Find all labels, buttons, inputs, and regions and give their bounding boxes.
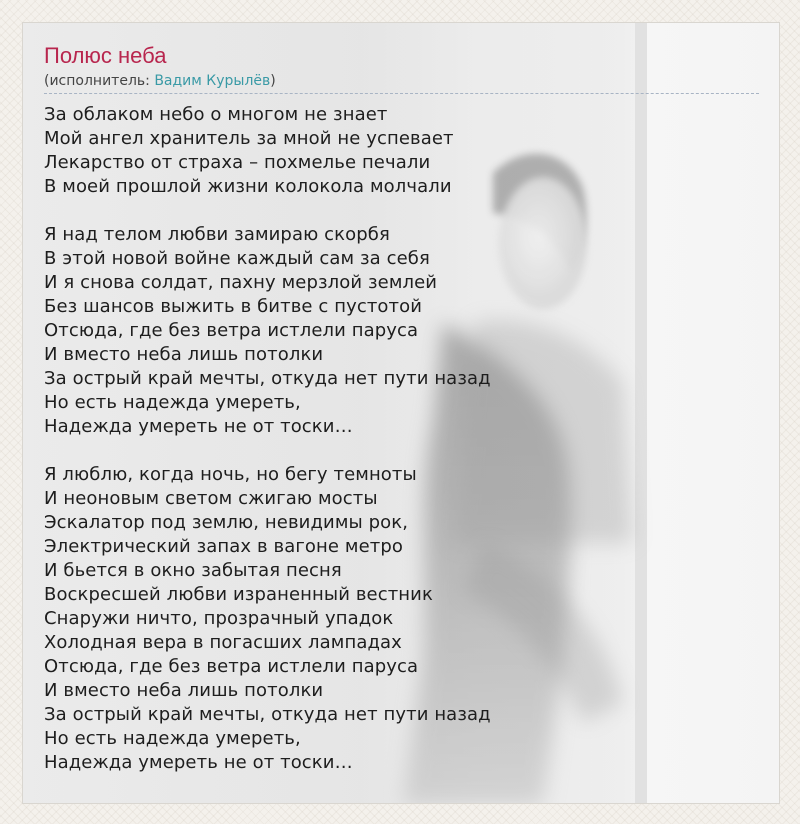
lyric-line: И неоновым светом сжигаю мосты bbox=[44, 488, 378, 509]
performer-label: (исполнитель: bbox=[44, 73, 155, 89]
lyric-line: За острый край мечты, откуда нет пути назад bbox=[44, 704, 491, 725]
stanza-2 bbox=[44, 223, 759, 439]
song-title: Полюс неба bbox=[44, 43, 167, 68]
lyric-line: Мой ангел хранитель за мной не успевает bbox=[44, 128, 454, 149]
lyric-line: Но есть надежда умереть, bbox=[44, 392, 301, 413]
lyric-line: В моей прошлой жизни колокола молчали bbox=[44, 176, 452, 197]
lyric-line: За острый край мечты, откуда нет пути назад bbox=[44, 368, 491, 389]
lyric-line: Я над телом любви замираю скорбя bbox=[44, 224, 390, 245]
lyric-line: За облаком небо о многом не знает bbox=[44, 104, 388, 125]
lyric-line: Лекарство от страха – похмелье печали bbox=[44, 152, 431, 173]
lyrics-card bbox=[22, 22, 780, 804]
stanza-3 bbox=[44, 463, 759, 775]
lyric-line: И вместо неба лишь потолки bbox=[44, 680, 324, 701]
lyric-line: Надежда умереть не от тоски… bbox=[44, 752, 353, 773]
lyric-line: Снаружи ничто, прозрачный упадок bbox=[44, 608, 394, 629]
lyric-line: Но есть надежда умереть, bbox=[44, 728, 301, 749]
lyric-line: Отсюда, где без ветра истлели паруса bbox=[44, 320, 419, 341]
lyric-line: И вместо неба лишь потолки bbox=[44, 344, 324, 365]
lyric-line: Эскалатор под землю, невидимы рок, bbox=[44, 512, 409, 533]
lyric-line: В этой новой войне каждый сам за себя bbox=[44, 248, 430, 269]
lyric-line: Холодная вера в погасших лампадах bbox=[44, 632, 402, 653]
artist-link[interactable]: Вадим Курылёв bbox=[154, 73, 271, 89]
lyrics-content bbox=[44, 43, 759, 799]
lyric-line: Я люблю, когда ночь, но бегу темноты bbox=[44, 464, 417, 485]
lyric-line: И бьется в окно забытая песня bbox=[44, 560, 342, 581]
lyric-line: Электрический запах в вагоне метро bbox=[44, 536, 403, 557]
lyric-line: И я снова солдат, пахну мерзлой землей bbox=[44, 272, 438, 293]
lyric-line: Надежда умереть не от тоски… bbox=[44, 416, 353, 437]
performer-line bbox=[44, 71, 759, 91]
lyric-line: Отсюда, где без ветра истлели паруса bbox=[44, 656, 419, 677]
stanza-1 bbox=[44, 103, 759, 199]
lyrics-text bbox=[44, 103, 759, 775]
performer-close: ) bbox=[270, 73, 276, 89]
lyric-line: Без шансов выжить в битве с пустотой bbox=[44, 296, 423, 317]
lyric-line: Воскресшей любви израненный вестник bbox=[44, 584, 433, 605]
title-divider bbox=[44, 93, 759, 94]
